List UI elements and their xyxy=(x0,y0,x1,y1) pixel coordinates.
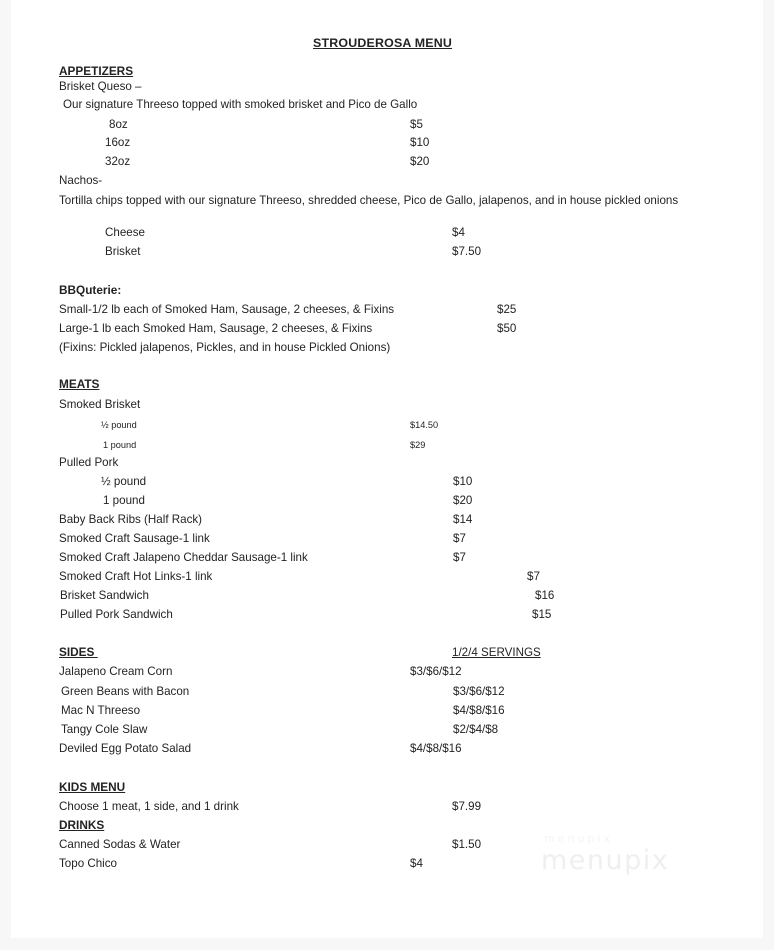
item-name-smoked-craft-hot-links: Smoked Craft Hot Links-1 link xyxy=(59,570,213,583)
item-name-smoked-brisket: Smoked Brisket xyxy=(59,398,141,411)
item-price-tangy-cole-slaw: $2/$4/$8 xyxy=(453,723,499,736)
item-name-brisket-sandwich: Brisket Sandwich xyxy=(60,589,149,602)
item-price-nachos-cheese: $4 xyxy=(452,226,465,239)
item-price-deviled-egg-potato-salad: $4/$8/$16 xyxy=(410,742,462,755)
item-name-topo-chico: Topo Chico xyxy=(59,857,118,870)
item-description-nachos: Tortilla chips topped with our signature Threeso, shredded cheese, Pico de Gallo, jalapenos, and in house pickled onions xyxy=(59,194,679,207)
item-name-bbquterie-small: Small-1/2 lb each of Smoked Ham, Sausage, 2 cheeses, & Fixins xyxy=(59,303,395,316)
item-name-smoked-craft-sausage: Smoked Craft Sausage-1 link xyxy=(59,532,210,545)
item-price-queso-8oz: $5 xyxy=(410,118,423,131)
item-name-smoked-brisket-one-pound: 1 pound xyxy=(103,440,137,450)
item-name-baby-back-ribs: Baby Back Ribs (Half Rack) xyxy=(59,513,203,526)
section-heading-sides: SIDES xyxy=(59,645,98,659)
item-price-green-beans-with-bacon: $3/$6/$12 xyxy=(453,685,505,698)
item-price-queso-32oz: $20 xyxy=(410,155,430,168)
page-title: STROUDEROSA MENU xyxy=(313,36,453,50)
item-price-brisket-sandwich: $16 xyxy=(535,589,555,602)
item-price-bbquterie-small: $25 xyxy=(497,303,517,316)
item-price-smoked-brisket-one-pound: $29 xyxy=(410,440,426,450)
section-heading-bbquterie: BBQuterie: xyxy=(59,283,122,297)
item-name-pulled-pork: Pulled Pork xyxy=(59,456,119,469)
item-name-pulled-pork-sandwich: Pulled Pork Sandwich xyxy=(60,608,173,621)
item-name-jalapeno-cream-corn: Jalapeno Cream Corn xyxy=(59,665,173,678)
item-name-green-beans-with-bacon: Green Beans with Bacon xyxy=(61,685,190,698)
item-name-smoked-brisket-half-pound: ½ pound xyxy=(101,420,137,430)
item-price-queso-16oz: $10 xyxy=(410,136,430,149)
sides-column-header: 1/2/4 SERVINGS xyxy=(452,646,541,659)
item-price-pulled-pork-one-pound: $20 xyxy=(453,494,473,507)
item-name-queso-8oz: 8oz xyxy=(109,118,128,131)
item-description-brisket-queso: Our signature Threeso topped with smoked brisket and Pico de Gallo xyxy=(63,98,418,111)
item-price-pulled-pork-sandwich: $15 xyxy=(532,608,552,621)
item-name-tangy-cole-slaw: Tangy Cole Slaw xyxy=(61,723,148,736)
item-price-smoked-craft-hot-links: $7 xyxy=(527,570,540,583)
item-price-baby-back-ribs: $14 xyxy=(453,513,473,526)
section-heading-drinks: DRINKS xyxy=(59,818,105,832)
item-name-deviled-egg-potato-salad: Deviled Egg Potato Salad xyxy=(59,742,192,755)
item-price-pulled-pork-half-pound: $10 xyxy=(453,475,473,488)
item-price-smoked-brisket-half-pound: $14.50 xyxy=(410,420,439,430)
section-heading-appetizers: APPETIZERS xyxy=(59,64,134,78)
menupix-watermark-ghost: menupix xyxy=(544,832,613,845)
item-name-pulled-pork-one-pound: 1 pound xyxy=(103,494,145,507)
item-price-canned-sodas-water: $1.50 xyxy=(452,838,482,851)
item-name-nachos-brisket: Brisket xyxy=(105,245,141,258)
item-price-jalapeno-cheddar-sausage: $7 xyxy=(453,551,466,564)
item-name-queso-32oz: 32oz xyxy=(105,155,131,168)
item-name-brisket-queso: Brisket Queso – xyxy=(59,80,142,93)
item-name-mac-n-threeso: Mac N Threeso xyxy=(61,704,141,717)
item-price-kids-combo: $7.99 xyxy=(452,800,482,813)
item-price-topo-chico: $4 xyxy=(410,857,423,870)
item-price-mac-n-threeso: $4/$8/$16 xyxy=(453,704,505,717)
item-name-nachos-cheese: Cheese xyxy=(105,226,145,239)
item-name-nachos: Nachos- xyxy=(59,174,103,187)
item-name-kids-combo: Choose 1 meat, 1 side, and 1 drink xyxy=(59,800,239,813)
item-price-nachos-brisket: $7.50 xyxy=(452,245,482,258)
item-price-bbquterie-large: $50 xyxy=(497,322,517,335)
section-heading-meats: MEATS xyxy=(59,377,100,391)
item-name-queso-16oz: 16oz xyxy=(105,136,131,149)
section-heading-kids-menu: KIDS MENU xyxy=(59,780,126,794)
item-name-jalapeno-cheddar-sausage: Smoked Craft Jalapeno Cheddar Sausage-1 link xyxy=(59,551,308,564)
item-note-bbquterie-fixins: (Fixins: Pickled jalapenos, Pickles, and in house Pickled Onions) xyxy=(59,341,391,354)
item-name-canned-sodas-water: Canned Sodas & Water xyxy=(59,838,181,851)
item-price-smoked-craft-sausage: $7 xyxy=(453,532,466,545)
menupix-watermark-text: menupix xyxy=(541,845,670,876)
item-name-pulled-pork-half-pound: ½ pound xyxy=(101,475,147,488)
item-name-bbquterie-large: Large-1 lb each Smoked Ham, Sausage, 2 cheeses, & Fixins xyxy=(59,322,373,335)
item-price-jalapeno-cream-corn: $3/$6/$12 xyxy=(410,665,462,678)
menupix-watermark xyxy=(541,832,670,876)
